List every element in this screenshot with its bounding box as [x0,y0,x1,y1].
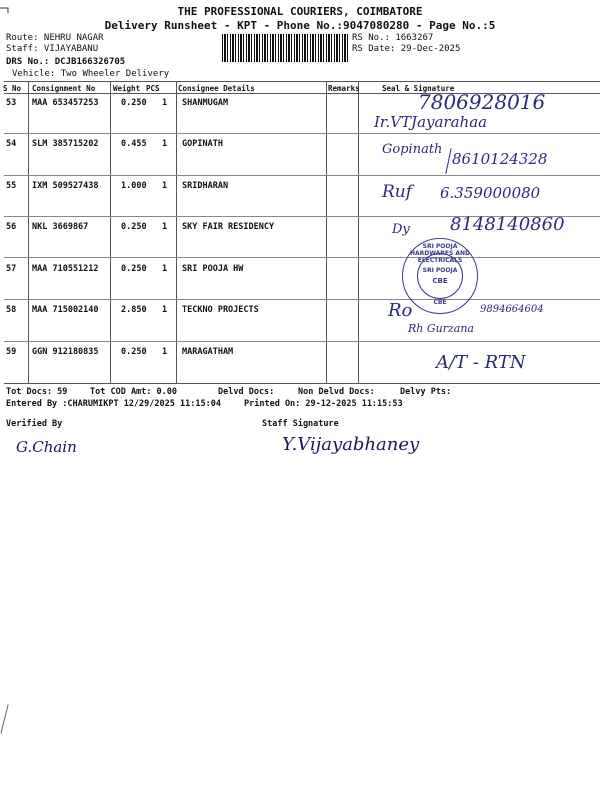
row-consignee: SRI POOJA HW [182,264,244,274]
row-weight: 0.250 [121,222,147,232]
row-consignment: GGN 912180835 [32,347,99,357]
table-bottom-rule [4,383,600,384]
company-title: THE PROFESSIONAL COURIERS, COIMBATORE [177,5,423,18]
col-header-pcs: PCS [146,84,160,93]
handwritten-mark: Ro [388,300,413,321]
total-docs: Tot Docs: 59 [6,387,68,397]
row-consignment: NKL 3669867 [32,222,89,232]
row-weight: 1.000 [121,181,147,191]
col-header-consignee: Consignee Details [178,84,255,93]
handwritten-phone: 9894664604 [480,304,544,315]
col-divider [176,82,177,383]
handwritten-mark: Ruf [382,182,413,202]
handwritten-name: Ir.VTJayarahaa [374,113,488,131]
delivery-points: Delvy Pts: [400,387,452,397]
handwritten-mark: Dy [392,222,410,237]
row-consignee: SHANMUGAM [182,98,229,108]
row-pcs: 1 [162,139,168,149]
stamp-ring-text: SRI POOJA HARDWARES AND ELECTRICALS [409,243,471,264]
row-weight: 0.455 [121,139,147,149]
delivered-docs: Delvd Docs: [218,387,275,397]
row-weight: 0.250 [121,264,147,274]
handwritten-phone: 8148140860 [450,214,565,235]
row-consignment: MAA 710551212 [32,264,99,274]
row-consignee: SRIDHARAN [182,181,229,191]
row-consignment: SLM 385715202 [32,139,99,149]
handwritten-phone: 8610124328 [452,150,548,168]
handwritten-name: Gopinath [382,142,443,157]
row-weight: 2.850 [121,305,147,315]
stray-mark [0,704,8,733]
row-pcs: 1 [162,98,168,108]
total-cod-amount: Tot COD Amt: 0.00 [90,387,177,397]
stamp-inner-text: SRI POOJA [422,267,458,274]
route-label: Route: NEHRU NAGAR [6,33,104,43]
staff-label: Staff: VIJAYABANU [6,44,99,54]
row-pcs: 1 [162,347,168,357]
vehicle-label: Vehicle: Two Wheeler Delivery [12,69,170,79]
row-consignee: GOPINATH [182,139,223,149]
handwritten-remark: A/T - RTN [436,352,526,373]
row-consignment: MAA 653457253 [32,98,99,108]
rs-date: RS Date: 29-Dec-2025 [352,44,461,54]
verified-by-label: Verified By [6,419,63,429]
barcode-image [222,34,348,62]
col-divider [358,82,359,383]
rs-number: RS No.: 1663267 [352,33,434,43]
col-divider [326,82,327,383]
row-sno: 59 [6,347,17,357]
row-pcs: 1 [162,264,168,274]
col-header-remarks: Remarks [328,84,360,93]
col-divider [28,82,29,383]
row-consignee: SKY FAIR RESIDENCY [182,222,275,232]
stamp-bottom-text: CBE [433,299,447,306]
row-weight: 0.250 [121,347,147,357]
handwritten-name: Rh Gurzana [408,322,474,335]
row-sno: 54 [6,139,17,149]
col-header-seal: Seal & Signature [382,84,455,93]
table-top-rule [4,81,600,82]
row-pcs: 1 [162,305,168,315]
stamp-center-text: CBE [432,277,448,285]
handwritten-phone: 6.359000080 [440,184,541,202]
row-divider [4,299,600,300]
row-divider [4,257,600,258]
row-pcs: 1 [162,181,168,191]
non-delivered-docs: Non Delvd Docs: [298,387,375,397]
row-sno: 57 [6,264,17,274]
row-consignee: MARAGATHAM [182,347,234,357]
row-sno: 58 [6,305,17,315]
printed-on: Printed On: 29-12-2025 11:15:53 [244,399,403,409]
handwritten-slash [445,148,451,174]
row-sno: 56 [6,222,17,232]
row-sno: 55 [6,181,17,191]
row-sno: 53 [6,98,17,108]
drs-number: DRS No.: DCJB166326705 [6,57,126,67]
col-header-weight: Weight [113,84,141,93]
row-consignment: MAA 715002140 [32,305,99,315]
col-header-consignment: Consignment No [32,84,96,93]
row-divider [4,133,600,134]
staff-signature: Y.Vijayabhaney [282,434,420,455]
row-weight: 0.250 [121,98,147,108]
company-seal-stamp [402,238,478,314]
stamp-inner-ring [417,253,463,299]
handwritten-phone: 7806928016 [418,90,546,114]
row-consignment: IXM 509527438 [32,181,99,191]
row-consignee: TECKNO PROJECTS [182,305,259,315]
row-divider [4,341,600,342]
row-divider [4,175,600,176]
entered-by: Entered By :CHARUMIKPT 12/29/2025 11:15:04 [6,399,221,409]
col-header-sno: S No [3,84,22,93]
verified-signature: G.Chain [16,438,77,456]
col-divider [110,82,111,383]
staff-signature-label: Staff Signature [262,419,339,429]
row-pcs: 1 [162,222,168,232]
runsheet-subtitle: Delivery Runsheet - KPT - Phone No.:9047080280 - Page No.:5 [104,19,496,32]
